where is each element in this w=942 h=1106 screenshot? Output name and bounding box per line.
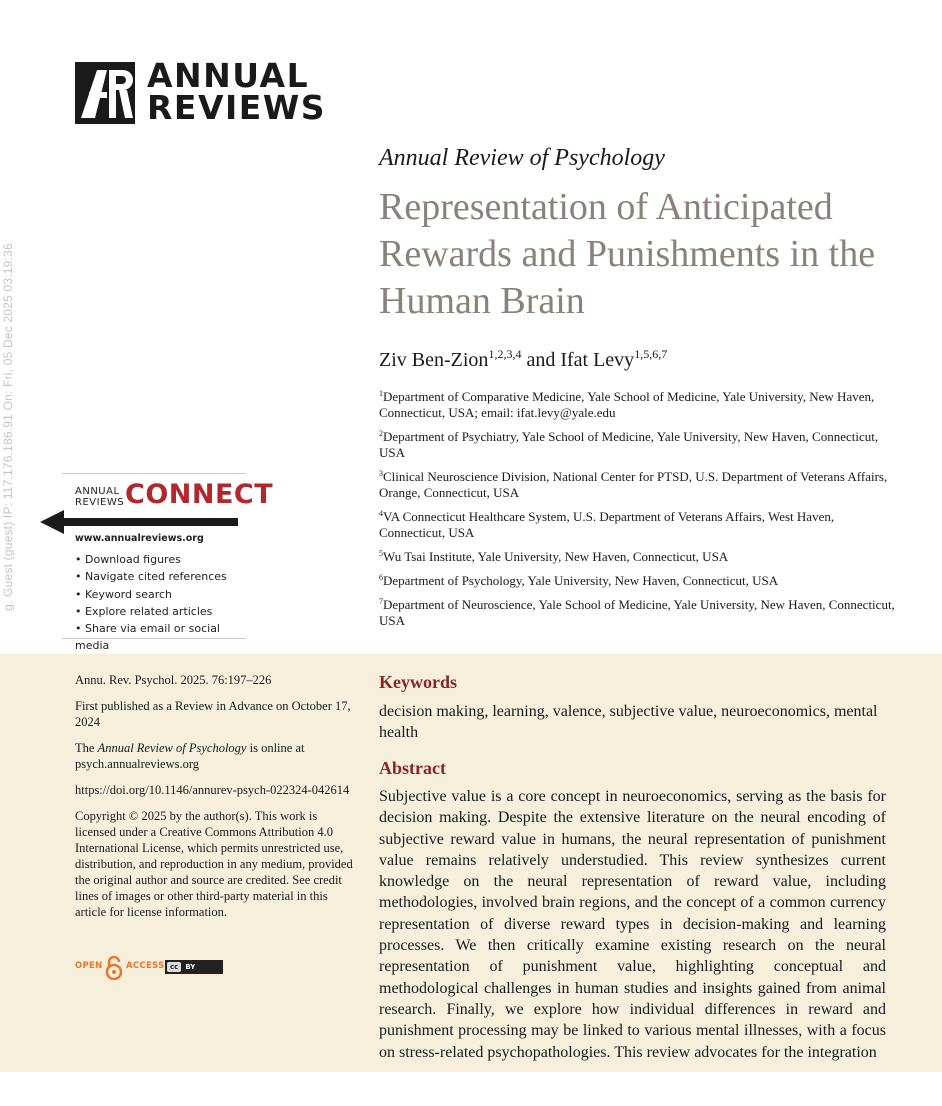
online-journal: Annual Review of Psychology: [97, 741, 247, 755]
author-list: [379, 347, 667, 372]
connect-feature-item[interactable]: • Download figures: [75, 551, 246, 568]
cc-by-license-badge[interactable]: [165, 960, 223, 974]
affiliation-number: 3: [379, 469, 383, 478]
affiliation-item: [379, 386, 899, 421]
journal-title: Annual Review of Psychology: [379, 145, 665, 171]
affiliation-number: 6: [379, 573, 383, 582]
affiliation-item: [379, 570, 899, 589]
affiliation-text: Wu Tsai Institute, Yale University, New Haven, Connecticut, USA: [383, 549, 729, 564]
logo-line-1: ANNUAL: [147, 56, 310, 95]
ar-logo-icon: [75, 62, 135, 124]
keywords-text: decision making, learning, valence, subjective value, neuroeconomics, mental health: [379, 703, 878, 741]
copyright-notice: Copyright © 2025 by the author(s). This work is licensed under a Creative Commons Attribution 4.0 International License, which permits unrestricted use, distribution, and reproduction in any medium, provided the original author and source are credited. See credit lines of images or other third-party material in this article for license information.: [75, 809, 353, 919]
affiliation-text: Clinical Neuroscience Division, National Center for PTSD, U.S. Department of Veterans Affairs, Orange, Connecticut, USA: [379, 469, 888, 500]
affiliation-item: [379, 506, 899, 541]
logo-wordmark: [147, 56, 326, 127]
author-affiliation-refs: 1,2,3,4: [488, 347, 522, 361]
annual-reviews-logo: [75, 56, 326, 127]
affiliation-item: [379, 466, 899, 501]
connect-ar-line-1: ANNUAL: [75, 486, 120, 497]
keywords-heading: Keywords: [379, 672, 457, 692]
author-name[interactable]: Ziv Ben-Zion: [379, 349, 489, 371]
annual-reviews-connect-box[interactable]: [62, 473, 274, 653]
affiliation-number: 1: [379, 389, 383, 398]
author-affiliation-refs: 1,5,6,7: [634, 347, 668, 361]
affiliation-number: 5: [379, 549, 383, 558]
first-published: First published as a Review in Advance on October 17, 2024: [75, 699, 351, 729]
affiliation-text: Department of Psychology, Yale University, New Haven, Connecticut, USA: [383, 573, 779, 588]
author-name[interactable]: Ifat Levy: [560, 349, 635, 371]
affiliation-text: VA Connecticut Healthcare System, U.S. Department of Veterans Affairs, West Haven, Connecticut, USA: [379, 509, 835, 540]
citation: Annu. Rev. Psychol. 2025. 76:197–226: [75, 673, 272, 687]
publication-metadata: [75, 672, 355, 930]
connect-ar-line-2: REVIEWS: [75, 497, 125, 508]
oa-open-label: OPEN: [75, 961, 103, 971]
connect-feature-item[interactable]: • Share via email or social media: [75, 620, 246, 655]
connect-ar-label: [75, 486, 124, 508]
connect-url-link[interactable]: www.annualreviews.org: [75, 533, 204, 544]
cc-icon: cc: [167, 962, 181, 972]
doi-link[interactable]: https://doi.org/10.1146/annurev-psych-022324-042614: [75, 783, 350, 797]
online-suffix: is online at psych.annualreviews.org: [75, 741, 305, 771]
download-watermark: g. Guest (guest) IP: 117.176.186.91 On: Fri, 05 Dec 2025 03:19:36: [1, 243, 15, 611]
arrow-left-icon: [40, 509, 240, 535]
connect-feature-item[interactable]: • Explore related articles: [75, 603, 246, 620]
affiliation-number: 2: [379, 429, 383, 438]
affiliation-item: [379, 546, 899, 565]
cc-by-label: BY: [185, 963, 196, 971]
connect-feature-list: [75, 551, 246, 655]
online-info: [75, 740, 355, 772]
affiliation-list: [379, 386, 899, 634]
open-access-badge[interactable]: [75, 956, 225, 980]
affiliation-item: [379, 426, 899, 461]
abstract-heading: Abstract: [379, 758, 446, 778]
connect-title: CONNECT: [125, 479, 274, 510]
affiliation-item: [379, 594, 899, 629]
author-conjunction: and: [521, 349, 561, 371]
connect-feature-item[interactable]: • Navigate cited references: [75, 568, 246, 585]
affiliation-number: 7: [379, 597, 383, 606]
oa-access-label: ACCESS: [126, 961, 165, 971]
affiliation-text: Department of Comparative Medicine, Yale School of Medicine, Yale University, New Haven, Connecticut, USA; email: ifat.levy@yale.edu: [379, 389, 875, 420]
open-lock-icon: [104, 956, 124, 980]
logo-line-2: REVIEWS: [147, 88, 326, 127]
connect-feature-item[interactable]: • Keyword search: [75, 586, 246, 603]
online-prefix: The: [75, 741, 98, 755]
affiliation-text: Department of Neuroscience, Yale School of Medicine, Yale University, New Haven, Connecticut, USA: [379, 597, 895, 628]
affiliation-number: 4: [379, 509, 383, 518]
article-title: Representation of Anticipated Rewards and Punishments in the Human Brain: [379, 186, 876, 322]
abstract-text: Subjective value is a core concept in neuroeconomics, serving as the basis for decision making. Despite the extensive literature on the neural encoding of subjective reward value in humans, the neural representation of punishment value remains relatively understudied. This review synthesizes current knowledge on the neural representation of reward value, including methodologies, involved brain regions, and the concept of a common currency representation of diverse reward types in decision-making and learning processes. We then critically examine existing research on the neural representation of punishment value, highlighting conceptual and methodological challenges in human studies and insights gained from animal research. Finally, we explore how individual differences in reward and punishment processing may be linked to various mental illnesses, with a focus on stress-related psychopathologies. This review advocates for the integration: [379, 788, 886, 1061]
affiliation-text: Department of Psychiatry, Yale School of Medicine, Yale University, New Haven, Connecticut, USA: [379, 429, 879, 460]
